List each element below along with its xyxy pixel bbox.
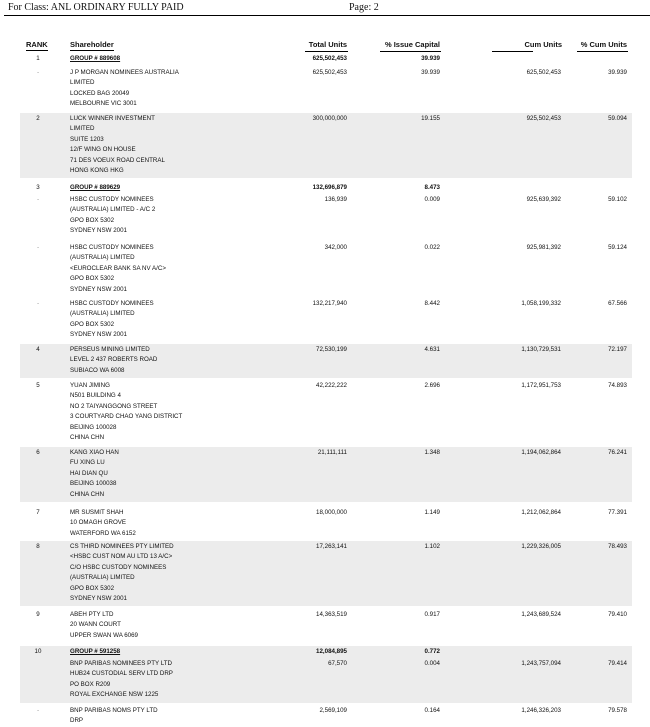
shareholder-cell — [70, 68, 179, 110]
total-units-cell: 72,530,199 — [316, 346, 347, 353]
rank-cell: · — [36, 244, 40, 251]
total-units-cell: 42,222,222 — [316, 382, 347, 389]
shareholder-line: SYDNEY NSW 2001 — [70, 331, 127, 339]
issue-capital-cell: 19.155 — [421, 115, 440, 122]
total-units-cell: 14,363,519 — [316, 611, 347, 618]
shareholder-cell — [70, 243, 166, 295]
table-row — [20, 53, 632, 65]
shareholder-line: <HSBC CUST NOM AU LTD 13 A/C> — [70, 553, 173, 561]
page-number: Page: 2 — [349, 2, 379, 13]
shareholder-line: 10 OMAGH GROVE — [70, 519, 127, 527]
rank-cell: 9 — [36, 611, 40, 618]
rank-cell: 2 — [36, 115, 40, 122]
table-row — [20, 67, 632, 111]
issue-capital-cell: 0.009 — [424, 196, 440, 203]
issue-capital-cell: 1.348 — [424, 449, 440, 456]
total-units-cell: 17,263,141 — [316, 543, 347, 550]
shareholder-line: (AUSTRALIA) LIMITED - A/C 2 — [70, 206, 156, 214]
issue-capital-cell: 0.022 — [424, 244, 440, 251]
shareholder-line: FU XING LU — [70, 459, 105, 467]
shareholder-cell — [70, 508, 136, 539]
rank-cell: 1 — [36, 55, 40, 62]
cum-pct-rule — [577, 51, 628, 52]
shareholder-line: KANG XIAO HAN — [70, 449, 119, 456]
rank-cell: 6 — [36, 449, 40, 456]
shareholder-cell — [70, 195, 155, 237]
cum-units-cell: 1,243,757,094 — [521, 660, 561, 667]
issue-capital-cell: 0.164 — [424, 707, 440, 714]
cum-pct-cell: 39.939 — [608, 69, 627, 76]
shareholder-cell — [70, 54, 120, 64]
rank-cell: · — [36, 196, 40, 203]
shareholder-line: (AUSTRALIA) LIMITED — [70, 254, 135, 262]
rank-cell: · — [36, 69, 40, 76]
rank-cell: 5 — [36, 382, 40, 389]
shareholder-line: CHINA CHN — [70, 434, 105, 442]
shareholder-line: LIMITED — [70, 125, 95, 133]
cum-pct-cell: 72.197 — [608, 346, 627, 353]
shareholder-line: 71 DES VOEUX ROAD CENTRAL — [70, 156, 165, 164]
total-units-cell: 18,000,000 — [316, 509, 347, 516]
total-units-cell: 21,111,111 — [317, 449, 347, 456]
total-units-cell: 136,939 — [324, 196, 347, 203]
table-row — [20, 507, 632, 541]
shareholder-line: <EUROCLEAR BANK SA NV A/C> — [70, 264, 166, 272]
shareholder-line: HSBC CUSTODY NOMINEES — [70, 244, 154, 251]
header-rule — [4, 15, 650, 16]
cum-units-cell: 925,639,392 — [526, 196, 561, 203]
total-units-cell: 2,569,109 — [319, 707, 347, 714]
shareholder-line: ROYAL EXCHANGE NSW 1225 — [70, 691, 159, 699]
cum-units-cell: 925,981,392 — [526, 244, 561, 251]
shareholder-cell — [70, 183, 120, 193]
cum-pct-cell: 79.414 — [608, 660, 627, 667]
table-row — [20, 298, 632, 342]
table-row — [20, 380, 632, 445]
shareholder-line: GPO BOX 5302 — [70, 275, 115, 283]
shareholder-cell — [70, 381, 182, 443]
issue-capital-cell: 0.772 — [424, 648, 440, 655]
table-row — [20, 609, 632, 644]
shareholder-line: HSBC CUSTODY NOMINEES — [70, 300, 154, 307]
cum-units-cell: 1,172,951,753 — [521, 382, 561, 389]
shareholder-line: GROUP # 591258 — [70, 648, 121, 655]
shareholder-line: BEIJING 100028 — [70, 423, 117, 431]
cum-units-cell: 1,229,326,005 — [521, 543, 561, 550]
cum-units-rule — [492, 51, 533, 52]
shareholder-line: LOCKED BAG 20049 — [70, 89, 130, 97]
col-header-total-units: Total Units — [308, 40, 347, 49]
shareholder-line: HAI DIAN QU — [70, 469, 108, 477]
shareholder-line: HSBC CUSTODY NOMINEES — [70, 196, 154, 203]
shareholder-line: LUCK WINNER INVESTMENT — [70, 115, 155, 122]
cum-pct-cell: 79.410 — [608, 611, 627, 618]
col-header-shareholder: Shareholder — [70, 40, 114, 49]
shareholder-line: PERSEUS MINING LIMITED — [70, 346, 150, 353]
total-units-cell: 300,000,000 — [312, 115, 347, 122]
issue-capital-cell: 0.004 — [424, 660, 440, 667]
issue-capital-cell: 8.473 — [424, 184, 440, 191]
table-row — [20, 242, 632, 295]
cum-units-cell: 1,243,689,524 — [521, 611, 561, 618]
total-units-cell: 342,000 — [324, 244, 347, 251]
col-header-issue-capital: % Issue Capital — [384, 40, 440, 49]
table-row — [20, 658, 632, 703]
shareholder-cell — [70, 345, 157, 376]
issue-capital-cell: 1.102 — [424, 543, 440, 550]
shareholder-cell — [70, 659, 173, 701]
cum-units-cell: 1,194,062,864 — [521, 449, 561, 456]
total-units-cell: 625,502,453 — [312, 55, 347, 62]
shareholder-line: GROUP # 889629 — [70, 184, 121, 191]
shareholder-line: CHINA CHN — [70, 490, 105, 498]
total-units-rule — [305, 51, 348, 52]
shareholder-line: BNP PARIBAS NOMS PTY LTD — [70, 707, 158, 714]
shareholder-line: HONG KONG HKG — [70, 167, 124, 175]
shareholder-cell — [70, 114, 165, 176]
shareholder-line: 12/F WING ON HOUSE — [70, 146, 136, 154]
issue-capital-cell: 39.939 — [421, 55, 440, 62]
cum-units-cell: 625,502,453 — [526, 69, 561, 76]
cum-pct-cell: 76.241 — [608, 449, 627, 456]
shareholder-line: (AUSTRALIA) LIMITED — [70, 310, 135, 318]
shareholder-line: GPO BOX 5302 — [70, 320, 115, 328]
shareholder-line: BEIJING 100038 — [70, 480, 117, 488]
table-row — [20, 705, 632, 725]
shareholder-line: J P MORGAN NOMINEES AUSTRALIA — [70, 69, 179, 76]
col-header-cum-units: Cum Units — [524, 40, 562, 49]
shareholder-line: C/O HSBC CUSTODY NOMINEES — [70, 563, 167, 571]
shareholder-line: SYDNEY NSW 2001 — [70, 227, 127, 235]
shareholder-line: 3 COURTYARD CHAO YANG DISTRICT — [70, 413, 183, 421]
total-units-cell: 67,570 — [328, 660, 347, 667]
cum-units-cell: 925,502,453 — [526, 115, 561, 122]
cum-pct-cell: 74.893 — [608, 382, 627, 389]
shareholder-line: LIMITED — [70, 79, 95, 87]
shareholder-line: NO 2 TAIYANGGONG STREET — [70, 402, 158, 410]
class-label: For Class: ANL ORDINARY FULLY PAID — [8, 2, 184, 13]
total-units-cell: 625,502,453 — [312, 69, 347, 76]
shareholder-line: 20 WANN COURT — [70, 621, 121, 629]
shareholder-line: SUITE 1203 — [70, 135, 104, 143]
rank-cell: 3 — [36, 184, 40, 191]
shareholder-cell — [70, 448, 119, 500]
table-row — [20, 344, 632, 378]
shareholder-line: HUB24 CUSTODIAL SERV LTD DRP — [70, 670, 173, 678]
rank-cell: · — [36, 300, 40, 307]
total-units-cell: 132,217,940 — [312, 300, 347, 307]
cum-pct-cell: 78.493 — [608, 543, 627, 550]
issue-capital-cell: 1.149 — [424, 509, 440, 516]
table-row — [20, 194, 632, 236]
shareholder-line: (AUSTRALIA) LIMITED — [70, 574, 135, 582]
shareholder-line: MELBOURNE VIC 3001 — [70, 100, 137, 108]
cum-units-cell: 1,246,326,203 — [521, 707, 561, 714]
cum-pct-cell: 67.566 — [608, 300, 627, 307]
shareholder-line: BNP PARIBAS NOMINEES PTY LTD — [70, 660, 173, 667]
shareholder-cell — [70, 542, 174, 604]
shareholder-line: N501 BUILDING 4 — [70, 392, 121, 400]
issue-capital-cell: 0.917 — [424, 611, 440, 618]
shareholder-line: GPO BOX 5302 — [70, 216, 115, 224]
shareholder-line: YUAN JIMING — [70, 382, 110, 389]
col-header-rank: RANK — [26, 40, 48, 49]
rank-cell: 4 — [36, 346, 40, 353]
shareholder-line: DRP — [70, 717, 84, 725]
total-units-cell: 12,084,895 — [316, 648, 347, 655]
page-header — [0, 0, 650, 16]
shareholder-cell — [70, 706, 158, 727]
col-header-cum-pct: % Cum Units — [580, 40, 627, 49]
shareholder-line: GPO BOX 5302 — [70, 584, 115, 592]
cum-pct-cell: 59.094 — [608, 115, 627, 122]
table-row — [20, 646, 632, 658]
shareholder-cell — [70, 647, 120, 657]
issue-capital-cell: 8.442 — [424, 300, 440, 307]
rank-cell: 7 — [36, 509, 40, 516]
rank-cell: 8 — [36, 543, 40, 550]
table-row — [20, 447, 632, 502]
shareholder-line: LEVEL 2 437 ROBERTS ROAD — [70, 356, 158, 364]
cum-pct-cell: 59.124 — [608, 244, 627, 251]
cum-pct-cell: 59.102 — [608, 196, 627, 203]
total-units-cell: 132,696,879 — [312, 184, 347, 191]
shareholder-line: PO BOX R209 — [70, 680, 111, 688]
shareholder-line: SYDNEY NSW 2001 — [70, 285, 127, 293]
shareholder-cell — [70, 299, 154, 341]
cum-units-cell: 1,212,062,864 — [521, 509, 561, 516]
issue-capital-cell: 39.939 — [421, 69, 440, 76]
shareholder-line: GROUP # 889608 — [70, 55, 121, 62]
shareholder-line: WATERFORD WA 6152 — [70, 529, 136, 537]
shareholder-line: UPPER SWAN WA 6069 — [70, 631, 138, 639]
cum-units-cell: 1,130,729,531 — [521, 346, 561, 353]
cum-units-cell: 1,058,199,332 — [521, 300, 561, 307]
table-row — [20, 541, 632, 606]
rank-cell: · — [36, 707, 40, 714]
issue-capital-cell: 2.696 — [424, 382, 440, 389]
shareholder-line: CS THIRD NOMINEES PTY LIMITED — [70, 543, 174, 550]
rank-cell: 10 — [34, 648, 42, 655]
shareholder-line: SYDNEY NSW 2001 — [70, 595, 127, 603]
shareholder-line: ABEH PTY LTD — [70, 611, 114, 618]
shareholder-line: MR SUSMIT SHAH — [70, 509, 124, 516]
shareholder-cell — [70, 610, 138, 641]
table-row — [20, 182, 632, 194]
cum-pct-cell: 77.391 — [608, 509, 627, 516]
issue-capital-rule — [380, 51, 441, 52]
shareholder-line: SUBIACO WA 6008 — [70, 366, 125, 374]
cum-pct-cell: 79.578 — [608, 707, 627, 714]
issue-capital-cell: 4.631 — [424, 346, 440, 353]
table-row — [20, 113, 632, 178]
